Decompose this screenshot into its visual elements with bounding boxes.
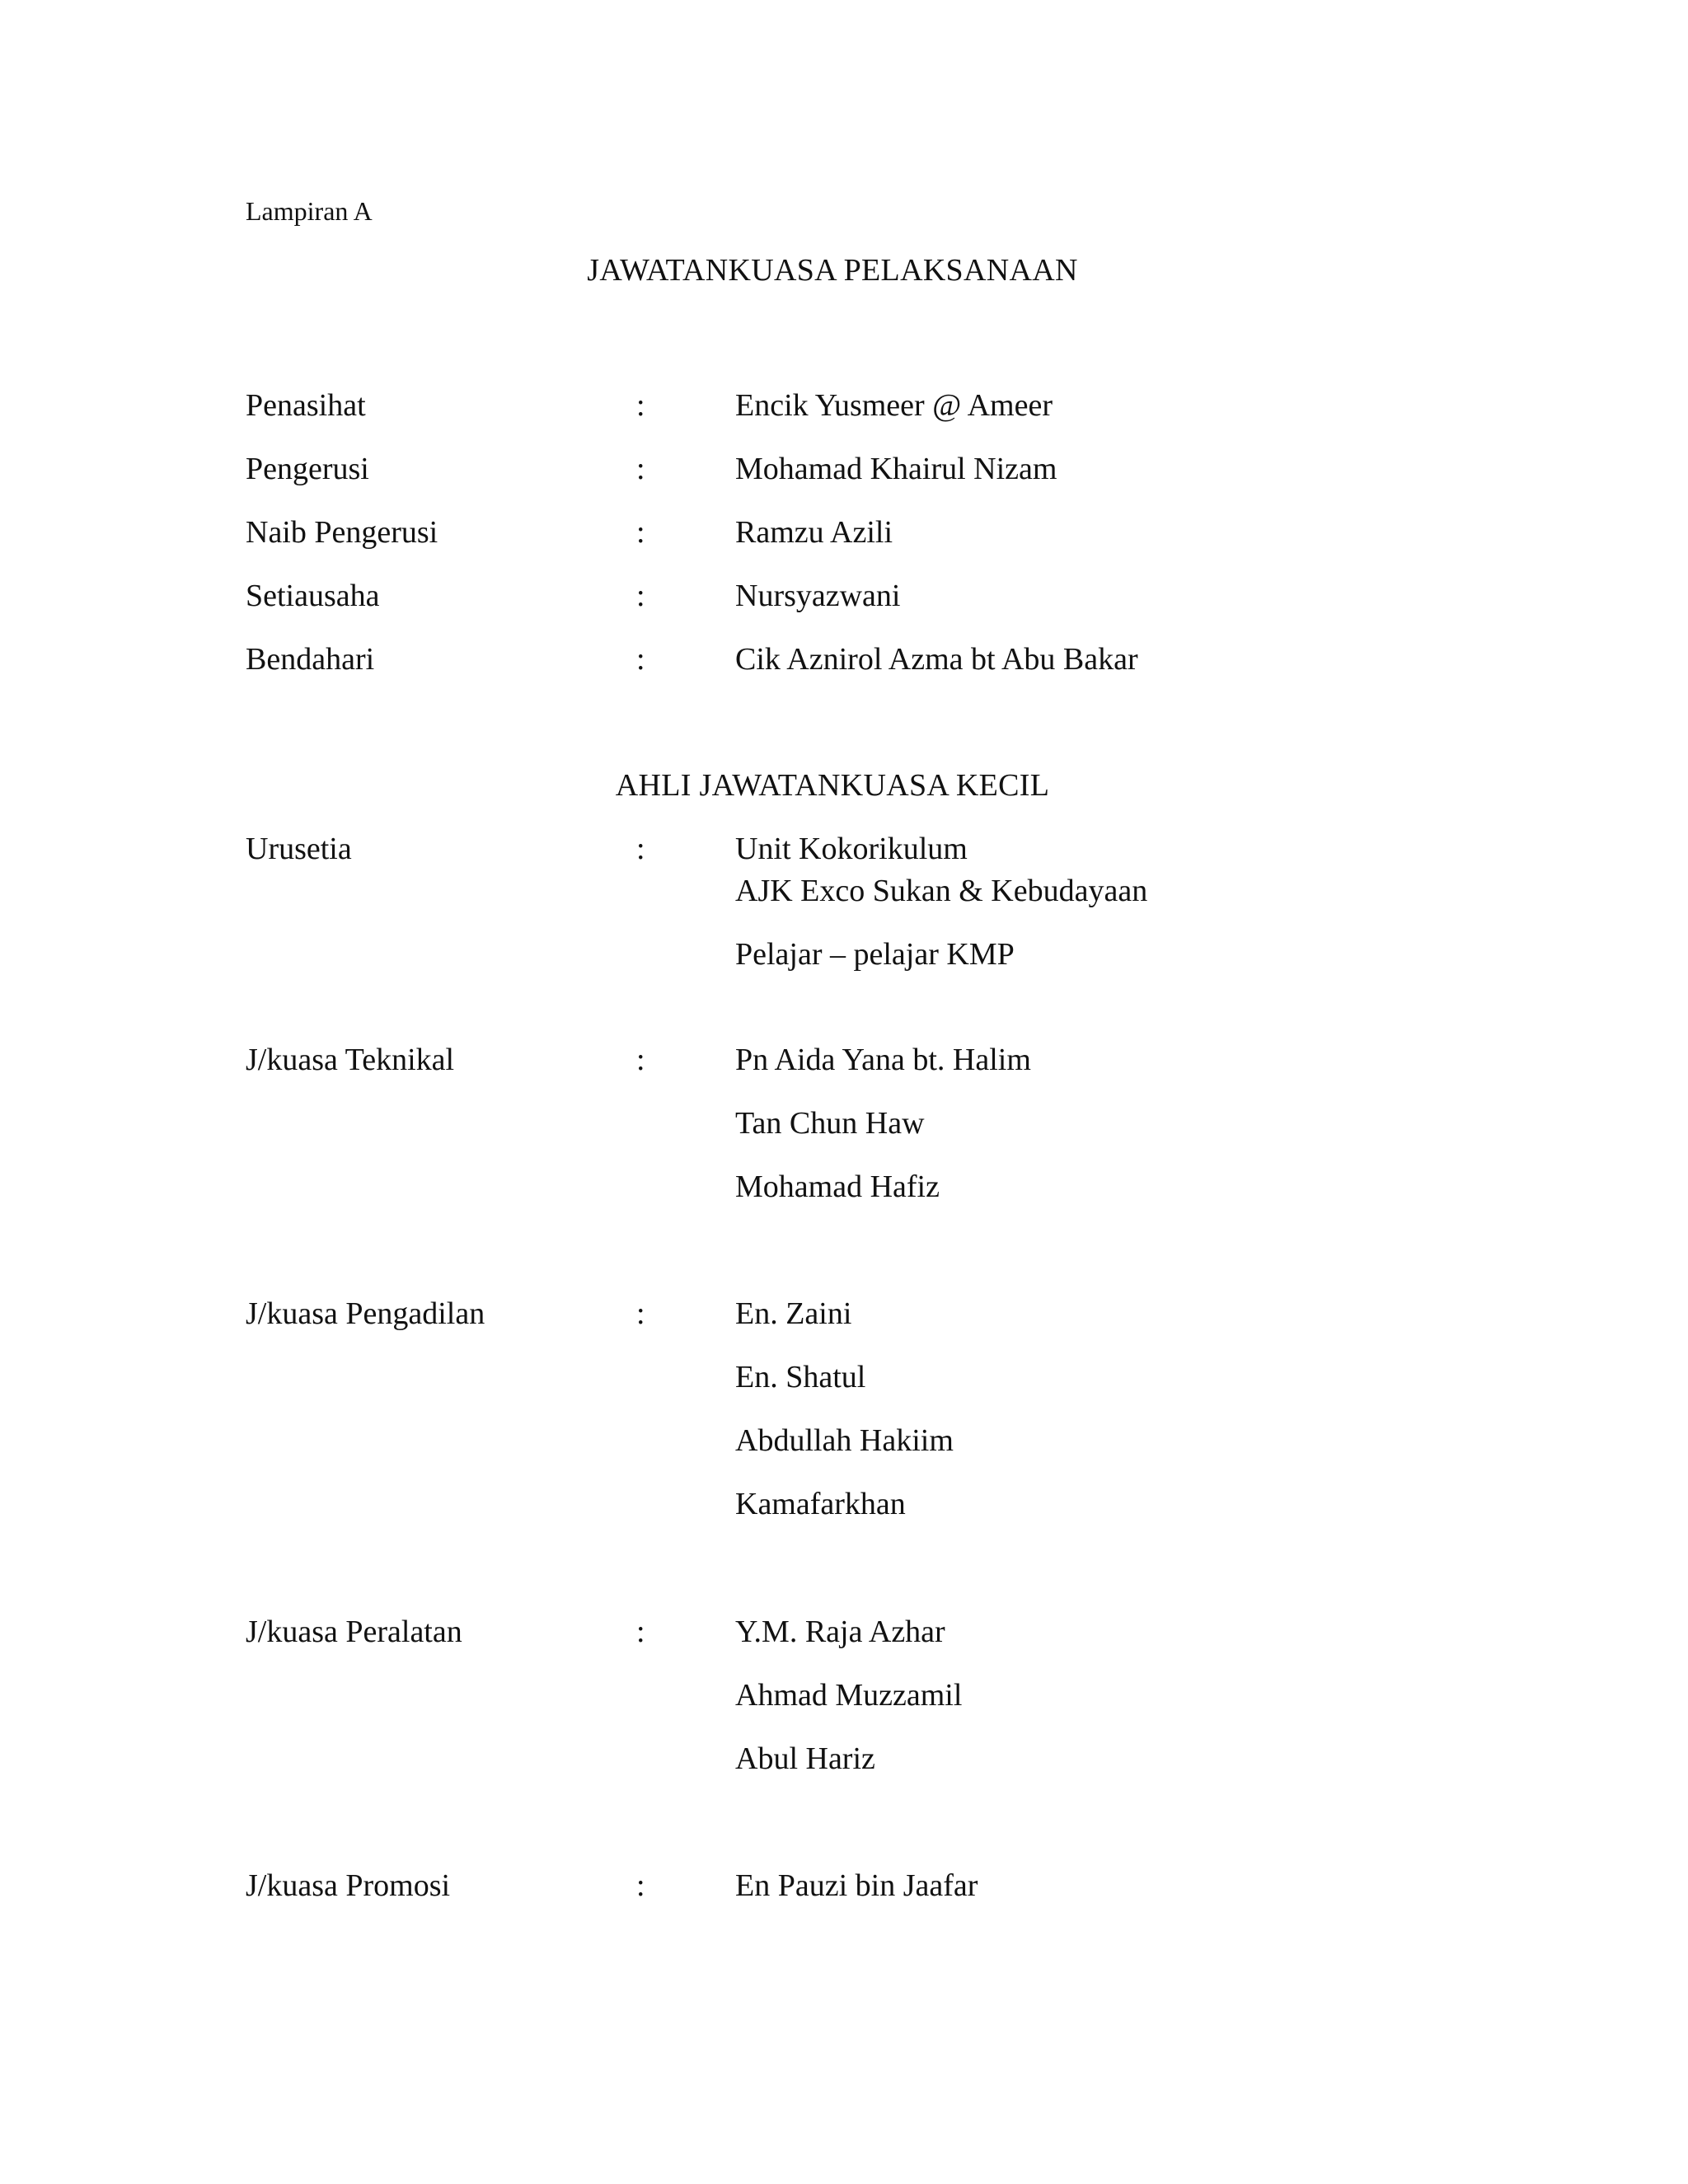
member-name: Cik Aznirol Azma bt Abu Bakar bbox=[735, 642, 1138, 677]
role-label: Bendahari bbox=[246, 642, 375, 677]
member-name: Y.M. Raja Azhar bbox=[735, 1615, 945, 1649]
separator-colon: : bbox=[636, 1615, 645, 1649]
member-name: Ahmad Muzzamil bbox=[735, 1678, 963, 1713]
role-label: Naib Pengerusi bbox=[246, 515, 438, 550]
member-name: Unit Kokorikulum bbox=[735, 832, 968, 866]
role-label: Urusetia bbox=[246, 832, 352, 866]
separator-colon: : bbox=[636, 1868, 645, 1903]
member-name: En. Zaini bbox=[735, 1296, 852, 1331]
separator-colon: : bbox=[636, 1296, 645, 1331]
member-name: En Pauzi bin Jaafar bbox=[735, 1868, 978, 1903]
member-name: Ramzu Azili bbox=[735, 515, 893, 550]
member-name: Kamafarkhan bbox=[735, 1487, 906, 1521]
member-name: AJK Exco Sukan & Kebudayaan bbox=[735, 874, 1148, 908]
role-label: J/kuasa Teknikal bbox=[246, 1043, 455, 1077]
role-label: J/kuasa Pengadilan bbox=[246, 1296, 485, 1331]
role-label: Setiausaha bbox=[246, 579, 380, 613]
member-name: Abdullah Hakiim bbox=[735, 1423, 954, 1458]
separator-colon: : bbox=[636, 452, 645, 486]
member-name: Encik Yusmeer @ Ameer bbox=[735, 388, 1053, 423]
member-name: Mohamad Khairul Nizam bbox=[735, 452, 1057, 486]
member-name: Nursyazwani bbox=[735, 579, 901, 613]
role-label: Penasihat bbox=[246, 388, 366, 423]
member-name: Tan Chun Haw bbox=[735, 1106, 925, 1141]
separator-colon: : bbox=[636, 642, 645, 677]
appendix-label: Lampiran A bbox=[246, 196, 373, 226]
main-heading: JAWATANKUASA PELAKSANAAN bbox=[587, 253, 1078, 288]
member-name: Mohamad Hafiz bbox=[735, 1169, 940, 1204]
separator-colon: : bbox=[636, 515, 645, 550]
member-name: Pn Aida Yana bt. Halim bbox=[735, 1043, 1031, 1077]
subcommittee-heading: AHLI JAWATANKUASA KECIL bbox=[615, 768, 1050, 803]
separator-colon: : bbox=[636, 388, 645, 423]
member-name: Abul Hariz bbox=[735, 1741, 875, 1776]
separator-colon: : bbox=[636, 1043, 645, 1077]
member-name: Pelajar – pelajar KMP bbox=[735, 937, 1015, 972]
role-label: Pengerusi bbox=[246, 452, 369, 486]
separator-colon: : bbox=[636, 579, 645, 613]
separator-colon: : bbox=[636, 832, 645, 866]
role-label: J/kuasa Peralatan bbox=[246, 1615, 462, 1649]
role-label: J/kuasa Promosi bbox=[246, 1868, 451, 1903]
member-name: En. Shatul bbox=[735, 1360, 866, 1394]
